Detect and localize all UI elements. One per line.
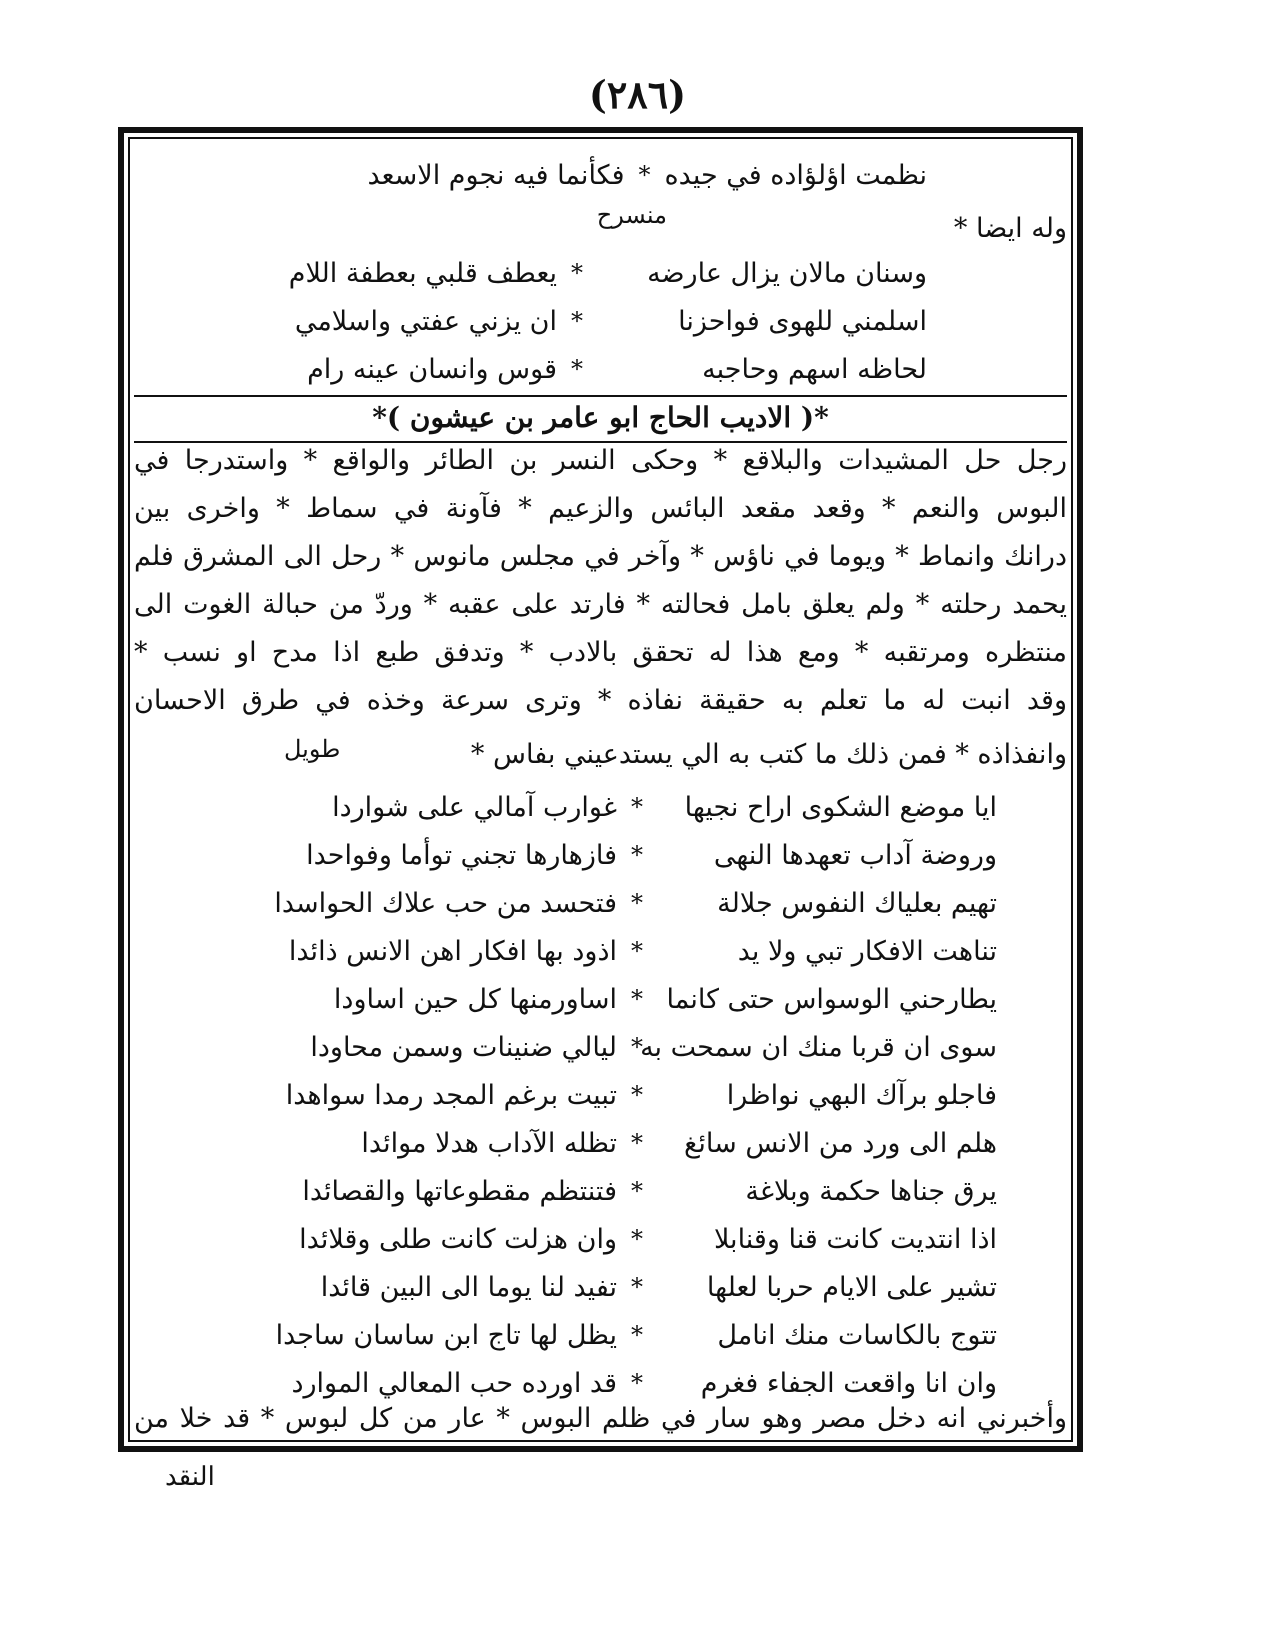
verse: تتوج بالكاسات منك انامل * يظل لها تاج ابن ساسان ساجدا: [275, 1319, 997, 1351]
divider: [134, 395, 1067, 397]
page-number: (٢٨٦): [588, 72, 687, 117]
hemistich-left: يعطف قلبي بعطفة اللام: [288, 257, 557, 289]
prose-line: يحمد رحلته * ولم يعلق بامل فحالته * فارتد على عقبه * وردّ من حبالة الغوت الى: [134, 589, 1067, 620]
prose-line: وانفذاذه * فمن ذلك ما كتب به الي يستدعيني بفاس *: [470, 739, 1067, 770]
prose-line: وقد انبت له ما تعلم به حقيقة نفاذه * وترى سرعة وخذه في طرق الاحسان: [134, 685, 1067, 716]
divider: [134, 441, 1067, 443]
verse: وسنان مالان يزال عارضه * يعطف قلبي بعطفة اللام: [288, 257, 927, 289]
verse: تناهت الافكار تبي ولا يد * اذود بها افكار اهن الانس ذائدا: [288, 935, 997, 967]
section-heading: *( الاديب الحاج ابو عامر بن عيشون )*: [372, 401, 829, 434]
verse: اسلمني للهوى فواحزنا * ان يزني عفتي واسلامي: [294, 305, 927, 337]
closing-line: وأخبرني انه دخل مصر وهو سار في ظلم البوس * عار من كل لبوس * قد خلا من: [134, 1403, 1067, 1434]
verse: تشير على الايام حربا لعلها * تفيد لنا يوما الى البين قائدا: [320, 1271, 997, 1303]
verse: ايا موضع الشكوى اراح نجيها * غوارب آمالي على شواردا: [332, 791, 997, 823]
meter-label: طويل: [284, 735, 341, 763]
hemistich-right: اسلمني للهوى فواحزنا: [678, 305, 927, 337]
poem-intro: وله ايضا *: [953, 213, 1067, 244]
hemistich-left: فكأنما فيه نجوم الاسعد: [367, 159, 625, 191]
verse: سوى ان قربا منك ان سمحت به * ليالي ضنينات وسمن محاودا: [310, 1031, 997, 1063]
verse: فاجلو برآك البهي نواظرا * تبيت برغم المجد رمدا سواهدا: [285, 1079, 997, 1111]
top-verse: [134, 153, 1067, 197]
hemistich-right: وسنان مالان يزال عارضه: [647, 257, 927, 289]
meter-label: منسرح: [596, 201, 667, 229]
text-frame: [118, 127, 1083, 1452]
hemistich-right: نظمت اؤلؤاده في جيده: [664, 159, 927, 191]
catchword: النقد: [165, 1462, 215, 1492]
verse: يرق جناها حكمة وبلاغة * فتنتظم مقطوعاتها والقصائدا: [302, 1175, 997, 1207]
verse: هلم الى ورد من الانس سائغ * تظله الآداب هدلا موائدا: [361, 1127, 997, 1159]
text-body: [134, 141, 1067, 1438]
hemistich-left: ان يزني عفتي واسلامي: [294, 305, 557, 337]
verse: يطارحني الوسواس حتى كانما * اساورمنها كل حين اساودا: [333, 983, 997, 1015]
verse: لحاظه اسهم وحاجبه * قوس وانسان عينه رام: [307, 353, 927, 385]
prose-line: البوس والنعم * وقعد مقعد البائس والزعيم * فآونة في سماط * واخرى بين: [134, 493, 1067, 524]
star-separator: *: [638, 161, 651, 189]
prose-line: درانك وانماط * ويوما في ناؤس * وآخر في مجلس مانوس * رحل الى المشرق فلم: [134, 541, 1067, 572]
verse: وان انا واقعت الجفاء فغرم * قد اورده حب المعالي الموارد: [291, 1367, 997, 1399]
hemistich-right: لحاظه اسهم وحاجبه: [702, 353, 927, 385]
verse: وروضة آداب تعهدها النهى * فازهارها تجني توأما وفواحدا: [306, 839, 997, 871]
hemistich-left: قوس وانسان عينه رام: [307, 353, 557, 385]
prose-line: منتظره ومرتقبه * ومع هذا له تحقق بالادب * وتدفق طبع اذا مدح او نسب *: [134, 637, 1067, 668]
verse: تهيم بعلياك النفوس جلالة * فتحسد من حب علاك الحواسدا: [274, 887, 997, 919]
verse: اذا انتديت كانت قنا وقنابلا * وان هزلت كانت طلى وقلائدا: [299, 1223, 997, 1255]
prose-line: رجل حل المشيدات والبلاقع * وحكى النسر بن الطائر والواقع * واستدرجا في: [134, 445, 1067, 476]
